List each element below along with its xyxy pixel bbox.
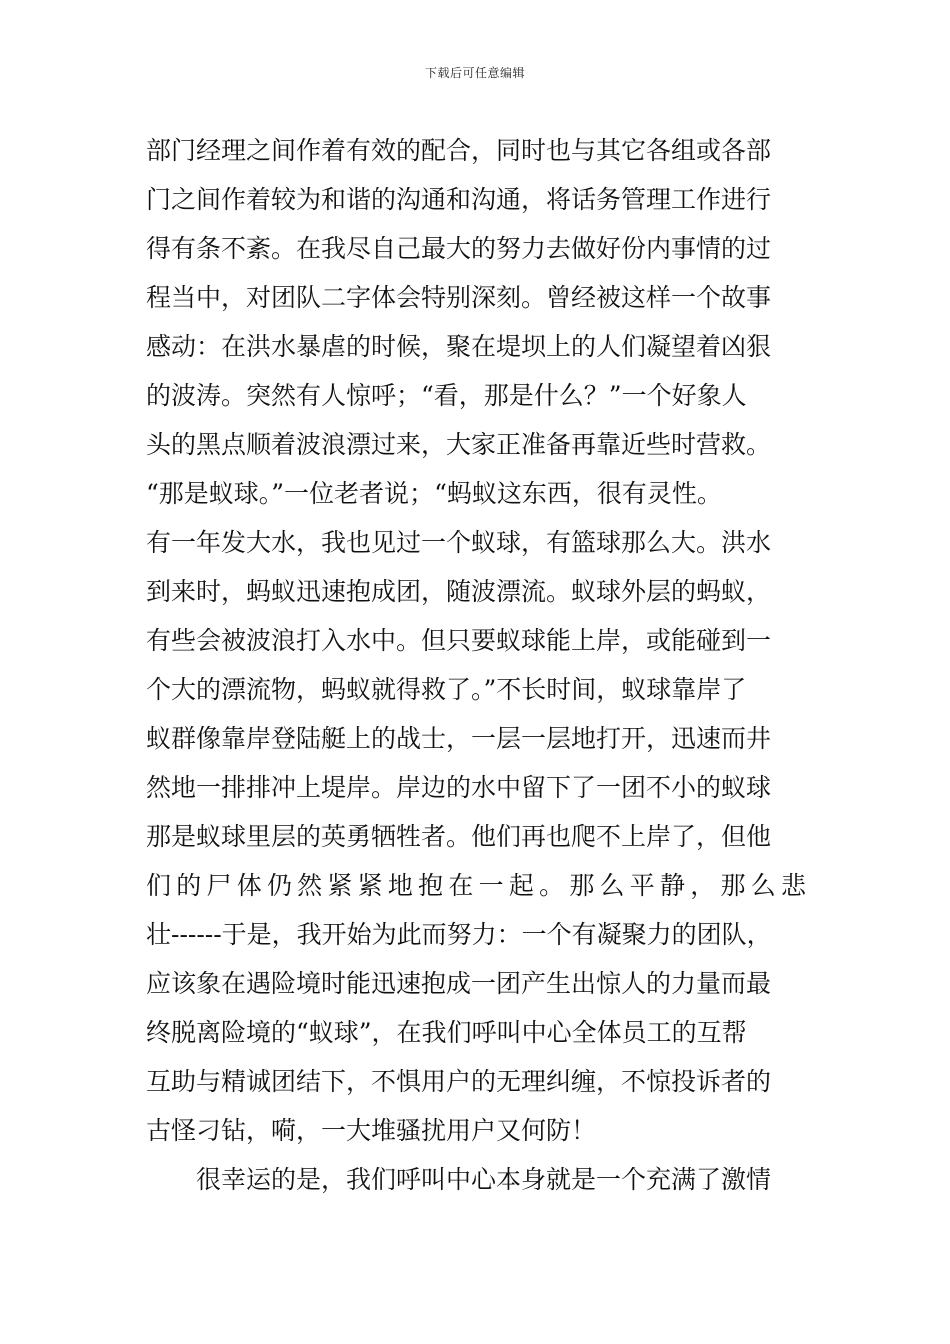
text-line-3: 得有条不紊。在我尽自己最大的努力去做好份内事情的过 — [146, 234, 772, 263]
text-line-10: 到来时，蚂蚁迅速抱成团，随波漂流。蚁球外层的蚂蚁， — [146, 577, 772, 606]
text-line-12: 个大的漂流物，蚂蚁就得救了。”不长时间，蚁球靠岸了 — [146, 675, 747, 704]
body-text — [146, 126, 826, 1204]
text-line-16: 们的尸体仍然紧紧地抱在一起。那么平静，那么悲 — [146, 871, 806, 900]
text-line-20: 互助与精诚团结下，不惧用户的无理纠缠，不惊投诉者的 — [146, 1067, 772, 1096]
text-line-14: 然地一排排冲上堤岸。岸边的水中留下了一团不小的蚁球 — [146, 773, 772, 802]
text-line-9: 有一年发大水，我也见过一个蚁球，有篮球那么大。洪水 — [146, 528, 772, 557]
text-line-11: 有些会被波浪打入水中。但只要蚁球能上岸，或能碰到一 — [146, 626, 772, 655]
page-header: 下载后可任意编辑 — [424, 66, 525, 80]
text-line-6: 的波涛。突然有人惊呼；“看，那是什么？”一个好象人 — [146, 381, 747, 410]
text-line-7: 头的黑点顺着波浪漂过来，大家正准备再靠近些时营救。 — [146, 430, 772, 459]
text-line-13: 蚁群像靠岸登陆艇上的战士，一层一层地打开，迅速而井 — [146, 724, 772, 753]
text-line-4: 程当中，对团队二字体会特别深刻。曾经被这样一个故事 — [146, 283, 772, 312]
text-line-21: 古怪刁钻，嗬，一大堆骚扰用户又何防！ — [146, 1116, 597, 1145]
text-line-8: “那是蚁球。”一位老者说；“蚂蚁这东西，很有灵性。 — [146, 479, 722, 508]
text-line-1: 部门经理之间作着有效的配合，同时也与其它各组或各部 — [146, 136, 772, 165]
text-line-2: 门之间作着较为和谐的沟通和沟通，将话务管理工作进行 — [146, 185, 772, 214]
text-line-17: 壮------于是，我开始为此而努力：一个有凝聚力的团队， — [146, 920, 772, 949]
text-line-5: 感动：在洪水暴虐的时候，聚在堤坝上的人们凝望着凶狠 — [146, 332, 772, 361]
text-line-22: 很幸运的是，我们呼叫中心本身就是一个充满了激情 — [196, 1165, 772, 1194]
text-line-15: 那是蚁球里层的英勇牺牲者。他们再也爬不上岸了，但他 — [146, 822, 772, 851]
text-line-18: 应该象在遇险境时能迅速抱成一团产生出惊人的力量而最 — [146, 969, 772, 998]
text-line-19: 终脱离险境的“蚁球”，在我们呼叫中心全体员工的互帮 — [146, 1018, 747, 1047]
